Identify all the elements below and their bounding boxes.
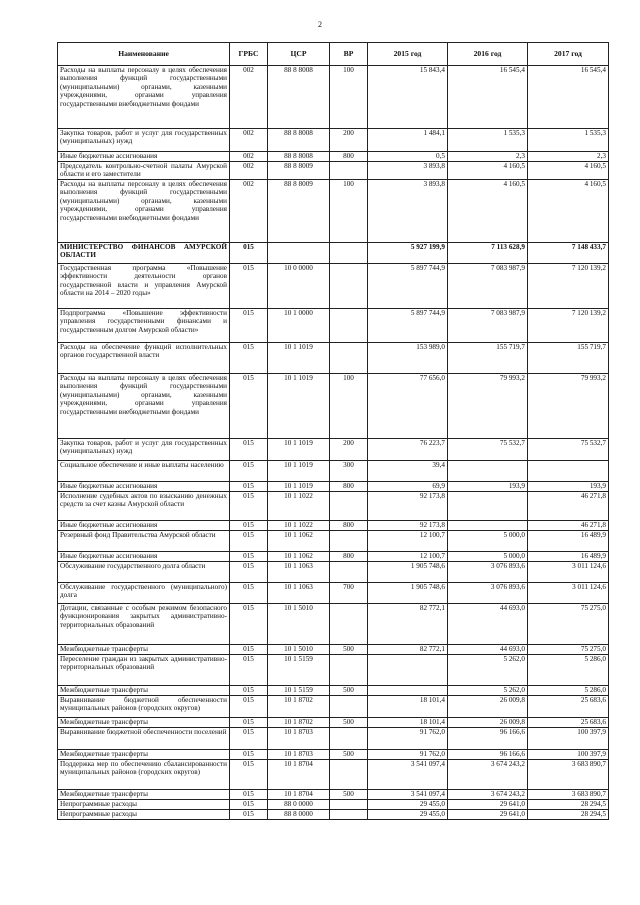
cell-vr (330, 343, 368, 374)
cell-y2016: 44 693,0 (448, 604, 528, 645)
cell-csr: 10 1 5159 (268, 686, 330, 696)
cell-y2015: 3 541 097,4 (368, 790, 448, 800)
header-2016: 2016 год (448, 43, 528, 66)
cell-y2016: 29 641,0 (448, 810, 528, 820)
table-row (58, 800, 609, 810)
cell-vr: 500 (330, 790, 368, 800)
cell-y2015: 153 989,0 (368, 343, 448, 374)
cell-name: Расходы на выплаты персоналу в целях обеспечения выполнения функций государственными (муниципальными) органами, казенными учреждениями, органами управления государственными внебюджетными фондами (58, 374, 230, 439)
cell-y2016: 4 160,5 (448, 162, 528, 180)
cell-vr: 500 (330, 645, 368, 655)
cell-y2016: 44 693,0 (448, 645, 528, 655)
cell-y2015: 39,4 (368, 461, 448, 482)
cell-y2017: 25 683,6 (528, 718, 609, 728)
table-row (58, 129, 609, 152)
cell-name: Государственная программа «Повышение эффективности деятельности органов государственной власти и управления Амурской области на 2014 – 2020 годы» (58, 264, 230, 309)
cell-csr: 10 1 5010 (268, 604, 330, 645)
cell-grbs: 015 (230, 264, 268, 309)
cell-y2016: 16 545,4 (448, 66, 528, 129)
cell-name: Исполнение судебных актов по взысканию денежных средств за счет казны Амурской области (58, 492, 230, 521)
cell-y2017: 193,9 (528, 482, 609, 492)
table-row (58, 521, 609, 531)
header-csr: ЦСР (268, 43, 330, 66)
cell-csr: 10 1 5010 (268, 645, 330, 655)
table-row (58, 810, 609, 820)
cell-y2016: 5 000,0 (448, 531, 528, 552)
cell-csr: 10 1 5159 (268, 655, 330, 686)
cell-y2015: 82 772,1 (368, 604, 448, 645)
table-row (58, 492, 609, 521)
cell-grbs: 015 (230, 243, 268, 264)
cell-y2015: 1 484,1 (368, 129, 448, 152)
cell-csr: 88 8 8008 (268, 152, 330, 162)
cell-y2015: 69,9 (368, 482, 448, 492)
cell-grbs: 015 (230, 482, 268, 492)
header-grbs: ГРБС (230, 43, 268, 66)
cell-name: Расходы на выплаты персоналу в целях обеспечения выполнения функций государственными (муниципальными) органами, казенными учреждениями, органами управления государственными внебюджетными фондами (58, 180, 230, 243)
cell-y2016: 2,3 (448, 152, 528, 162)
table-row (58, 180, 609, 243)
cell-y2015: 5 927 199,9 (368, 243, 448, 264)
header-vr: ВР (330, 43, 368, 66)
cell-grbs: 002 (230, 152, 268, 162)
cell-csr: 10 1 8704 (268, 790, 330, 800)
cell-y2015: 77 656,0 (368, 374, 448, 439)
table-row (58, 243, 609, 264)
cell-y2017: 25 683,6 (528, 696, 609, 718)
cell-vr: 200 (330, 439, 368, 461)
cell-y2015: 29 455,0 (368, 800, 448, 810)
cell-csr: 10 1 1019 (268, 482, 330, 492)
cell-vr (330, 162, 368, 180)
cell-name: Выравнивание бюджетной обеспеченности поселений (58, 728, 230, 750)
table-row (58, 343, 609, 374)
cell-name: Расходы на обеспечение функций исполнительных органов государственной власти (58, 343, 230, 374)
cell-grbs: 015 (230, 461, 268, 482)
cell-y2017 (528, 461, 609, 482)
cell-csr: 88 8 8008 (268, 66, 330, 129)
cell-y2015: 18 101,4 (368, 696, 448, 718)
header-2017: 2017 год (528, 43, 609, 66)
cell-csr: 10 1 1063 (268, 562, 330, 583)
cell-grbs: 015 (230, 790, 268, 800)
cell-name: Иные бюджетные ассигнования (58, 521, 230, 531)
cell-y2017: 155 719,7 (528, 343, 609, 374)
cell-y2016: 79 993,2 (448, 374, 528, 439)
cell-csr: 10 1 1019 (268, 374, 330, 439)
cell-y2015 (368, 655, 448, 686)
cell-y2016: 7 083 987,9 (448, 309, 528, 343)
cell-y2017: 28 294,5 (528, 800, 609, 810)
cell-y2016: 96 166,6 (448, 750, 528, 760)
cell-name: Межбюджетные трансферты (58, 718, 230, 728)
cell-y2016: 96 166,6 (448, 728, 528, 750)
cell-csr: 10 1 1022 (268, 492, 330, 521)
cell-y2015 (368, 686, 448, 696)
page-number: 2 (318, 20, 322, 29)
cell-y2017: 7 120 139,2 (528, 309, 609, 343)
cell-vr: 100 (330, 180, 368, 243)
cell-grbs: 002 (230, 66, 268, 129)
cell-vr (330, 800, 368, 810)
cell-csr: 10 1 0000 (268, 309, 330, 343)
cell-y2015: 91 762,0 (368, 728, 448, 750)
cell-vr (330, 492, 368, 521)
cell-csr: 10 1 1062 (268, 531, 330, 552)
cell-y2016: 26 009,8 (448, 718, 528, 728)
cell-grbs: 015 (230, 686, 268, 696)
cell-name: Обслуживание государственного долга области (58, 562, 230, 583)
cell-vr: 500 (330, 686, 368, 696)
cell-csr: 10 1 8703 (268, 750, 330, 760)
cell-y2015: 82 772,1 (368, 645, 448, 655)
cell-name: Поддержка мер по обеспечению сбалансированности муниципальных районов (городских округов) (58, 760, 230, 790)
cell-y2017: 7 148 433,7 (528, 243, 609, 264)
table-row (58, 66, 609, 129)
cell-name: Непрограммные расходы (58, 810, 230, 820)
cell-y2017: 4 160,5 (528, 180, 609, 243)
cell-y2015: 5 897 744,9 (368, 264, 448, 309)
cell-y2017: 75 532,7 (528, 439, 609, 461)
cell-vr: 800 (330, 152, 368, 162)
cell-y2015: 12 100,7 (368, 552, 448, 562)
cell-vr (330, 309, 368, 343)
cell-y2017: 100 397,9 (528, 750, 609, 760)
cell-name: Председатель контрольно-счетной палаты Амурской области и его заместители (58, 162, 230, 180)
cell-vr (330, 810, 368, 820)
cell-name: Иные бюджетные ассигнования (58, 552, 230, 562)
cell-y2016: 29 641,0 (448, 800, 528, 810)
cell-y2017: 100 397,9 (528, 728, 609, 750)
table-row (58, 790, 609, 800)
cell-y2015: 15 843,4 (368, 66, 448, 129)
cell-csr: 10 1 8703 (268, 728, 330, 750)
table-row (58, 461, 609, 482)
cell-name: Непрограммные расходы (58, 800, 230, 810)
cell-grbs: 015 (230, 800, 268, 810)
cell-vr (330, 655, 368, 686)
cell-y2015: 12 100,7 (368, 531, 448, 552)
cell-y2017: 3 683 890,7 (528, 760, 609, 790)
cell-grbs: 015 (230, 760, 268, 790)
cell-csr: 10 1 1022 (268, 521, 330, 531)
cell-name: Переселение граждан из закрытых административно-территориальных образований (58, 655, 230, 686)
cell-vr (330, 264, 368, 309)
cell-y2017: 3 683 890,7 (528, 790, 609, 800)
cell-y2016 (448, 492, 528, 521)
cell-name: Межбюджетные трансферты (58, 686, 230, 696)
cell-y2015: 5 897 744,9 (368, 309, 448, 343)
cell-y2017: 75 275,0 (528, 604, 609, 645)
cell-csr: 88 8 8008 (268, 129, 330, 152)
cell-grbs: 015 (230, 521, 268, 531)
cell-y2017: 3 011 124,6 (528, 562, 609, 583)
cell-y2015: 91 762,0 (368, 750, 448, 760)
cell-name: Обслуживание государственного (муниципального) долга (58, 583, 230, 604)
cell-vr: 300 (330, 461, 368, 482)
table-row (58, 718, 609, 728)
cell-y2015: 29 455,0 (368, 810, 448, 820)
table-row (58, 562, 609, 583)
cell-y2015: 92 173,8 (368, 521, 448, 531)
cell-name: Межбюджетные трансферты (58, 645, 230, 655)
cell-vr: 800 (330, 521, 368, 531)
table-header-row (58, 43, 609, 66)
cell-y2015: 92 173,8 (368, 492, 448, 521)
cell-grbs: 015 (230, 309, 268, 343)
cell-y2016: 3 674 243,2 (448, 760, 528, 790)
cell-y2016 (448, 521, 528, 531)
table-row (58, 439, 609, 461)
table-row (58, 264, 609, 309)
table-row (58, 655, 609, 686)
cell-y2017: 16 489,9 (528, 552, 609, 562)
cell-y2017: 5 286,0 (528, 686, 609, 696)
table-row (58, 552, 609, 562)
cell-y2017: 46 271,8 (528, 521, 609, 531)
cell-y2015: 3 893,8 (368, 162, 448, 180)
cell-csr: 10 1 8702 (268, 718, 330, 728)
cell-y2017: 79 993,2 (528, 374, 609, 439)
table-row (58, 583, 609, 604)
cell-grbs: 015 (230, 374, 268, 439)
table-row (58, 686, 609, 696)
cell-csr: 10 1 8704 (268, 760, 330, 790)
cell-grbs: 002 (230, 129, 268, 152)
cell-grbs: 002 (230, 162, 268, 180)
cell-name: Социальное обеспечение и иные выплаты населению (58, 461, 230, 482)
cell-name: Иные бюджетные ассигнования (58, 482, 230, 492)
cell-grbs: 015 (230, 492, 268, 521)
cell-name: МИНИСТЕРСТВО ФИНАНСОВ АМУРСКОЙ ОБЛАСТИ (58, 243, 230, 264)
cell-csr: 10 1 1019 (268, 461, 330, 482)
cell-y2016: 4 160,5 (448, 180, 528, 243)
cell-y2017: 2,3 (528, 152, 609, 162)
cell-vr (330, 531, 368, 552)
cell-csr: 10 1 1062 (268, 552, 330, 562)
cell-csr: 88 8 0000 (268, 810, 330, 820)
cell-y2016: 5 262,0 (448, 655, 528, 686)
cell-y2017: 16 489,9 (528, 531, 609, 552)
cell-grbs: 015 (230, 696, 268, 718)
table-row (58, 696, 609, 718)
cell-grbs: 015 (230, 583, 268, 604)
cell-y2017: 75 275,0 (528, 645, 609, 655)
cell-csr: 10 1 1063 (268, 583, 330, 604)
cell-name: Резервный фонд Правительства Амурской области (58, 531, 230, 552)
cell-name: Межбюджетные трансферты (58, 790, 230, 800)
table-row (58, 750, 609, 760)
cell-y2015: 1 905 748,6 (368, 562, 448, 583)
cell-y2016: 3 076 893,6 (448, 583, 528, 604)
header-name: Наименование (58, 43, 230, 66)
cell-y2015: 3 893,8 (368, 180, 448, 243)
header-2015: 2015 год (368, 43, 448, 66)
cell-y2016: 75 532,7 (448, 439, 528, 461)
cell-grbs: 015 (230, 750, 268, 760)
cell-grbs: 015 (230, 562, 268, 583)
cell-vr: 800 (330, 552, 368, 562)
table-row (58, 152, 609, 162)
cell-y2016: 5 000,0 (448, 552, 528, 562)
cell-csr (268, 243, 330, 264)
table-row (58, 374, 609, 439)
cell-y2016: 3 076 893,6 (448, 562, 528, 583)
table-row (58, 604, 609, 645)
cell-y2015: 3 541 097,4 (368, 760, 448, 790)
cell-vr: 200 (330, 129, 368, 152)
cell-vr: 100 (330, 66, 368, 129)
table-row (58, 728, 609, 750)
cell-vr: 800 (330, 482, 368, 492)
cell-y2017: 1 535,3 (528, 129, 609, 152)
cell-vr (330, 604, 368, 645)
cell-name: Иные бюджетные ассигнования (58, 152, 230, 162)
cell-y2016: 26 009,8 (448, 696, 528, 718)
cell-y2016: 7 113 628,9 (448, 243, 528, 264)
cell-name: Подпрограмма «Повышение эффективности управления государственными финансами и государственным долгом Амурской области» (58, 309, 230, 343)
table-row (58, 645, 609, 655)
cell-csr: 88 0 0000 (268, 800, 330, 810)
cell-y2017: 7 120 139,2 (528, 264, 609, 309)
cell-vr (330, 696, 368, 718)
cell-vr (330, 760, 368, 790)
cell-vr (330, 728, 368, 750)
cell-name: Закупка товаров, работ и услуг для государственных (муниципальных) нужд (58, 439, 230, 461)
cell-csr: 10 1 8702 (268, 696, 330, 718)
cell-y2016: 193,9 (448, 482, 528, 492)
cell-grbs: 015 (230, 645, 268, 655)
cell-y2017: 28 294,5 (528, 810, 609, 820)
cell-grbs: 015 (230, 718, 268, 728)
cell-csr: 10 1 1019 (268, 439, 330, 461)
cell-csr: 10 0 0000 (268, 264, 330, 309)
cell-y2017: 5 286,0 (528, 655, 609, 686)
cell-grbs: 015 (230, 552, 268, 562)
cell-vr: 500 (330, 750, 368, 760)
cell-csr: 10 1 1019 (268, 343, 330, 374)
cell-y2017: 3 011 124,6 (528, 583, 609, 604)
cell-grbs: 015 (230, 439, 268, 461)
table-row (58, 162, 609, 180)
cell-grbs: 015 (230, 343, 268, 374)
table-row (58, 482, 609, 492)
cell-csr: 88 8 8009 (268, 180, 330, 243)
cell-y2016: 5 262,0 (448, 686, 528, 696)
cell-y2016: 1 535,3 (448, 129, 528, 152)
cell-name: Выравнивание бюджетной обеспеченности муниципальных районов (городских округов) (58, 696, 230, 718)
cell-grbs: 015 (230, 810, 268, 820)
table-row (58, 531, 609, 552)
cell-grbs: 002 (230, 180, 268, 243)
cell-y2015: 1 905 748,6 (368, 583, 448, 604)
cell-vr: 100 (330, 374, 368, 439)
cell-vr (330, 243, 368, 264)
cell-vr: 700 (330, 583, 368, 604)
cell-y2016 (448, 461, 528, 482)
cell-name: Расходы на выплаты персоналу в целях обеспечения выполнения функций государственными (муниципальными) органами, казенными учреждениями, органами управления государственными внебюджетными фондами (58, 66, 230, 129)
cell-grbs: 015 (230, 655, 268, 686)
table-row (58, 760, 609, 790)
cell-grbs: 015 (230, 604, 268, 645)
table-row (58, 309, 609, 343)
cell-vr: 500 (330, 718, 368, 728)
cell-y2016: 7 083 987,9 (448, 264, 528, 309)
cell-y2015: 76 223,7 (368, 439, 448, 461)
cell-y2015: 0,5 (368, 152, 448, 162)
cell-y2017: 46 271,8 (528, 492, 609, 521)
cell-y2017: 4 160,5 (528, 162, 609, 180)
cell-name: Дотации, связанные с особым режимом безопасного функционирования закрытых административно-территориальных образований (58, 604, 230, 645)
cell-grbs: 015 (230, 531, 268, 552)
cell-name: Закупка товаров, работ и услуг для государственных (муниципальных) нужд (58, 129, 230, 152)
cell-y2017: 16 545,4 (528, 66, 609, 129)
cell-csr: 88 8 8009 (268, 162, 330, 180)
cell-y2015: 18 101,4 (368, 718, 448, 728)
cell-y2016: 155 719,7 (448, 343, 528, 374)
cell-y2016: 3 674 243,2 (448, 790, 528, 800)
budget-table (57, 42, 609, 820)
cell-name: Межбюджетные трансферты (58, 750, 230, 760)
cell-grbs: 015 (230, 728, 268, 750)
cell-vr (330, 562, 368, 583)
